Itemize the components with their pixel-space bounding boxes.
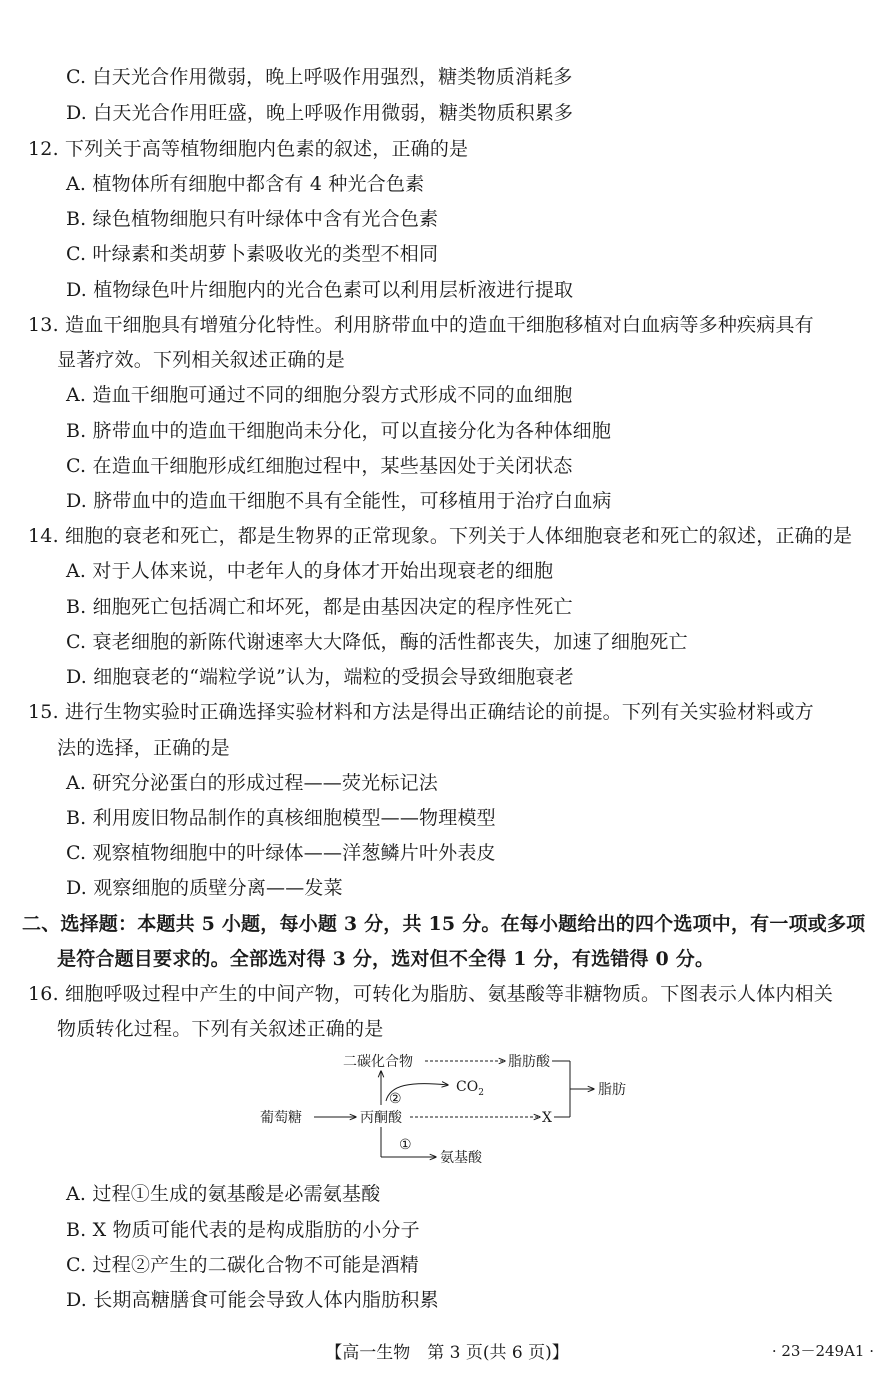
- label-pyruvate: 丙酮酸: [360, 1110, 402, 1126]
- section-2-heading-cont: 是符合题目要求的。全部选对得 3 分，选对但不全得 1 分，有选错得 0 分。: [57, 948, 715, 970]
- footer-page-info: 【高一生物 第 3 页(共 6 页)】: [325, 1343, 569, 1363]
- q14-option-d: D. 细胞衰老的“端粒学说”认为，端粒的受损会导致细胞衰老: [66, 666, 574, 688]
- q15-stem-cont: 法的选择，正确的是: [57, 737, 230, 759]
- label-fat: 脂肪: [598, 1082, 626, 1098]
- q16-option-a: A. 过程①生成的氨基酸是必需氨基酸: [66, 1183, 381, 1205]
- q16-option-d: D. 长期高糖膳食可能会导致人体内脂肪积累: [66, 1289, 439, 1311]
- q12-option-c: C. 叶绿素和类胡萝卜素吸收光的类型不相同: [66, 243, 439, 265]
- q12-stem: 12. 下列关于高等植物细胞内色素的叙述，正确的是: [28, 138, 469, 160]
- label-co2: $CO_2$: [456, 1079, 484, 1098]
- marker-process-2: ②: [389, 1091, 402, 1107]
- q15-option-d: D. 观察细胞的质壁分离——发菜: [66, 877, 343, 899]
- q14-option-a: A. 对于人体来说，中老年人的身体才开始出现衰老的细胞: [66, 560, 554, 582]
- q15-option-c: C. 观察植物细胞中的叶绿体——洋葱鳞片叶外表皮: [66, 842, 496, 864]
- footer-exam-code: · 23－249A1 ·: [771, 1342, 874, 1360]
- q15-option-a: A. 研究分泌蛋白的形成过程——荧光标记法: [66, 772, 439, 794]
- section-2-heading: 二、选择题：本题共 5 小题，每小题 3 分，共 15 分。在每小题给出的四个选项中，有一项或多项: [22, 913, 866, 935]
- label-x: X: [542, 1110, 552, 1126]
- marker-process-1: ①: [399, 1137, 412, 1153]
- q12-option-d: D. 植物绿色叶片细胞内的光合色素可以利用层析液进行提取: [66, 279, 574, 301]
- q13-option-a: A. 造血干细胞可通过不同的细胞分裂方式形成不同的血细胞: [66, 384, 573, 406]
- label-two-carbon-compound: 二碳化合物: [343, 1054, 413, 1070]
- q15-stem: 15. 进行生物实验时正确选择实验材料和方法是得出正确结论的前提。下列有关实验材料或方: [28, 701, 814, 723]
- q11-option-c: C. 白天光合作用微弱，晚上呼吸作用强烈，糖类物质消耗多: [66, 66, 573, 88]
- q16-option-c: C. 过程②产生的二碳化合物不可能是酒精: [66, 1254, 419, 1276]
- page-footer: [0, 1335, 894, 1365]
- label-amino-acid: 氨基酸: [440, 1150, 482, 1166]
- q13-option-b: B. 脐带血中的造血干细胞尚未分化，可以直接分化为各种体细胞: [66, 420, 612, 442]
- q13-option-c: C. 在造血干细胞形成红细胞过程中，某些基因处于关闭状态: [66, 455, 573, 477]
- label-glucose: 葡萄糖: [260, 1110, 302, 1126]
- q14-option-c: C. 衰老细胞的新陈代谢速率大大降低，酶的活性都丧失，加速了细胞死亡: [66, 631, 688, 653]
- q13-option-d: D. 脐带血中的造血干细胞不具有全能性，可移植用于治疗白血病: [66, 490, 612, 512]
- q12-option-b: B. 绿色植物细胞只有叶绿体中含有光合色素: [66, 208, 439, 230]
- q15-option-b: B. 利用废旧物品制作的真核细胞模型——物理模型: [66, 807, 496, 829]
- q16-stem-cont: 物质转化过程。下列有关叙述正确的是: [57, 1018, 384, 1040]
- q13-stem: 13. 造血干细胞具有增殖分化特性。利用脐带血中的造血干细胞移植对白血病等多种疾病具有: [28, 314, 814, 336]
- q14-stem: 14. 细胞的衰老和死亡，都是生物界的正常现象。下列关于人体细胞衰老和死亡的叙述，正确的是: [28, 525, 853, 547]
- q16-stem: 16. 细胞呼吸过程中产生的中间产物，可转化为脂肪、氨基酸等非糖物质。下图表示人体内相关: [28, 983, 834, 1005]
- q14-option-b: B. 细胞死亡包括凋亡和坏死，都是由基因决定的程序性死亡: [66, 596, 573, 618]
- q11-option-d: D. 白天光合作用旺盛，晚上呼吸作用微弱，糖类物质积累多: [66, 102, 574, 124]
- label-fatty-acid: 脂肪酸: [508, 1054, 550, 1070]
- q13-stem-cont: 显著疗效。下列相关叙述正确的是: [57, 349, 346, 371]
- q16-option-b: B. X 物质可能代表的是构成脂肪的小分子: [66, 1219, 420, 1241]
- metabolism-diagram: [250, 1047, 670, 1172]
- q12-option-a: A. 植物体所有细胞中都含有 4 种光合色素: [66, 173, 425, 195]
